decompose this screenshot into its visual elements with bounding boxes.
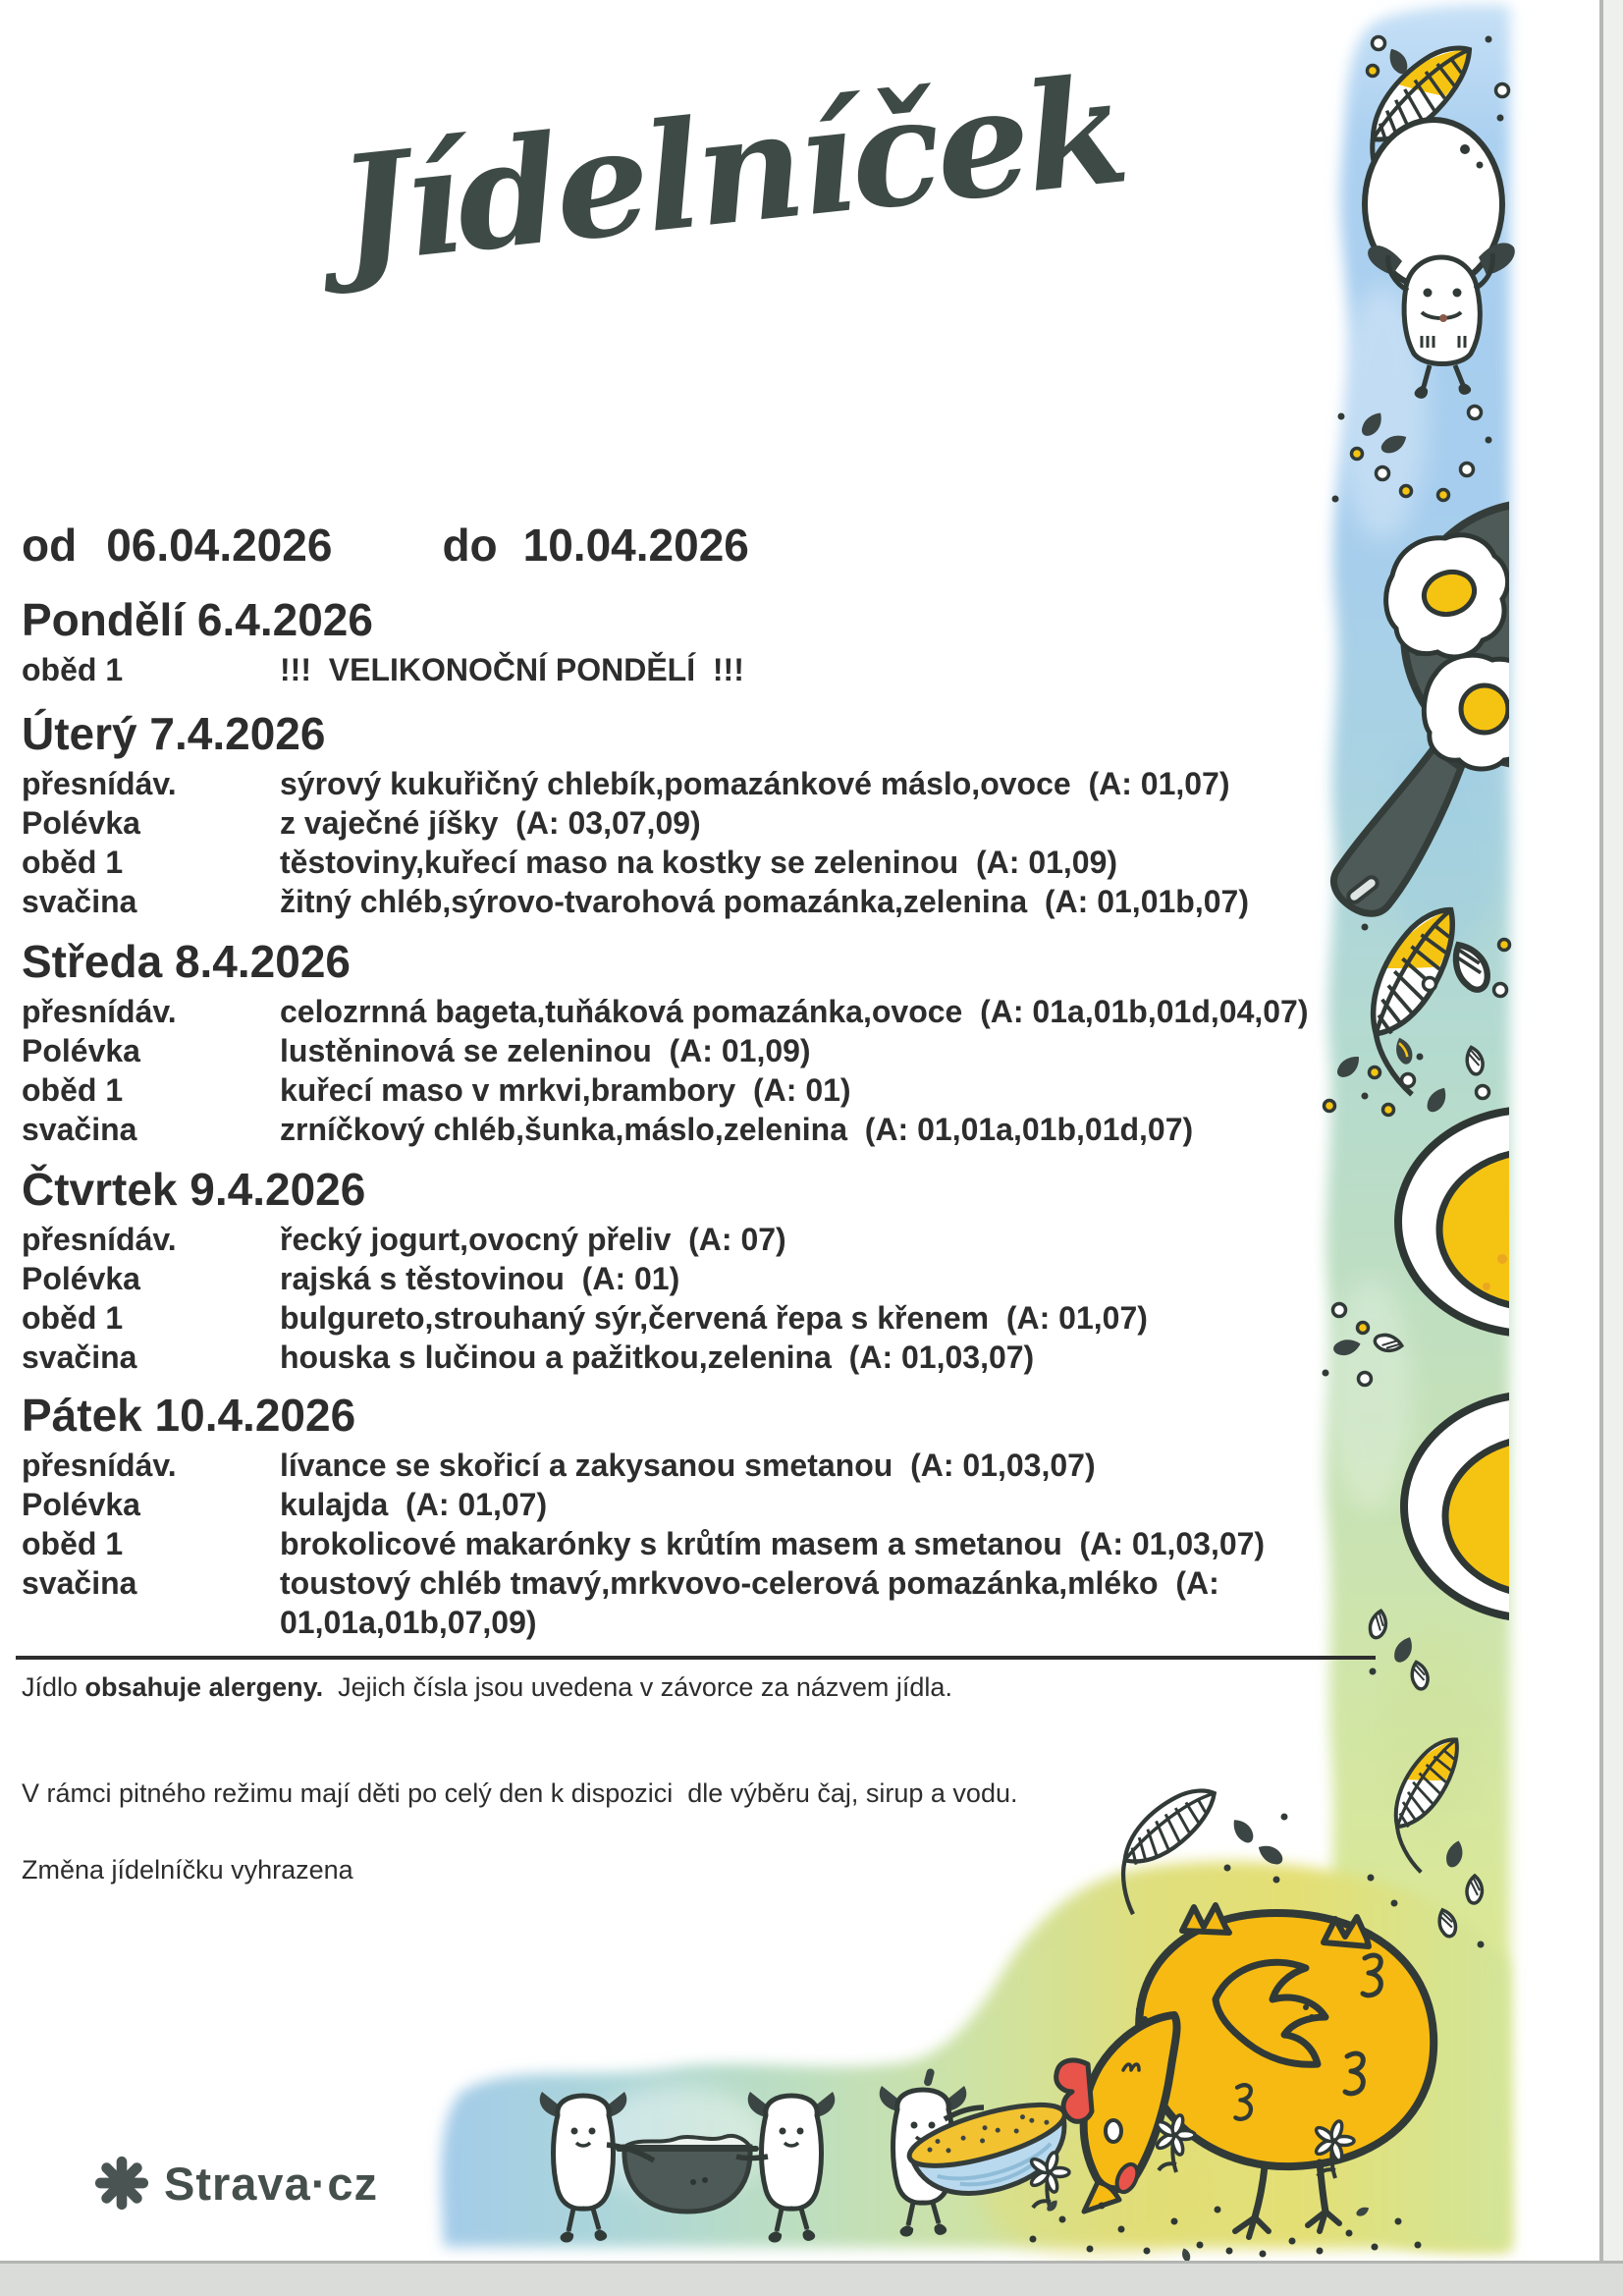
meal-text: bulgureto,strouhaný sýr,červená řepa s křenem (A: 01,07): [280, 1300, 1148, 1336]
meal-text: z vaječné jíšky (A: 03,07,09): [280, 805, 701, 841]
meal-label: oběd 1: [22, 1526, 124, 1561]
meal-row: [22, 1298, 1416, 1338]
egg-half-icon: [1404, 1394, 1623, 1618]
creature-icon: [540, 2068, 984, 2243]
meal-text: rajská s těstovinou (A: 01): [280, 1261, 680, 1296]
meal-label: přesnídáv.: [22, 994, 177, 1029]
egg-character-icon: [1365, 120, 1515, 399]
strava-logo: [93, 2155, 378, 2212]
menu-days: [22, 595, 1416, 1642]
seeds-icon: [1332, 407, 1492, 503]
meal-label: svačina: [22, 1112, 137, 1147]
meal-label: oběd 1: [22, 1072, 124, 1108]
meal-text: žitný chléb,sýrovo-tvarohová pomazánka,zelenina (A: 01,01b,07): [280, 884, 1249, 919]
date-range: [22, 520, 1416, 570]
page-title: Jídelníček: [330, 43, 1133, 299]
meal-row: [22, 843, 1416, 882]
meal-text: lustěninová se zeleninou (A: 01,09): [280, 1033, 811, 1068]
date-to-value: 10.04.2026: [522, 519, 749, 571]
allergen-note: [22, 1669, 1416, 1705]
meal-label: přesnídáv.: [22, 766, 177, 801]
day-title: Pondělí 6.4.2026: [22, 594, 373, 645]
meal-row: [22, 1338, 1416, 1377]
meal-text: řecký jogurt,ovocný přeliv (A: 07): [280, 1222, 786, 1257]
date-to-label: do: [442, 519, 498, 571]
drinks-note: V rámci pitného režimu mají děti po celý den k dispozici dle výběru čaj, sirup a vodu.: [22, 1778, 1018, 1808]
meal-label: Polévka: [22, 1487, 140, 1522]
fried-egg-icon: [1424, 655, 1541, 769]
change-note: Změna jídelníčku vyhrazena: [22, 1855, 353, 1885]
day-title: Středa 8.4.2026: [22, 936, 352, 987]
divider-line: [16, 1656, 1376, 1660]
day-section: [22, 937, 1416, 1149]
meal-row: [22, 764, 1416, 803]
meal-row: [22, 1220, 1416, 1259]
meal-text: toustový chléb tmavý,mrkvovo-celerová pomazánka,mléko (A: 01,01a,01b,07,09): [280, 1565, 1228, 1640]
day-section: [22, 1391, 1416, 1642]
strava-logo-text: Strava·cz: [164, 2157, 378, 2210]
meal-text: brokolicové makarónky s krůtím masem a smetanou (A: 01,03,07): [280, 1526, 1266, 1561]
meal-label: svačina: [22, 884, 137, 919]
allergen-note-bold: obsahuje alergeny.: [84, 1672, 324, 1702]
meal-text: !!! VELIKONOČNÍ PONDĚLÍ !!!: [280, 652, 744, 687]
meal-label: Polévka: [22, 1261, 140, 1296]
meal-row: [22, 992, 1416, 1031]
meal-text: celozrnná bageta,tuňáková pomazánka,ovoce (A: 01a,01b,01d,04,07): [280, 994, 1309, 1029]
allergen-note-prefix: Jídlo: [22, 1672, 85, 1702]
meal-row: [22, 1259, 1416, 1298]
meal-text: lívance se skořicí a zakysanou smetanou (A: 01,03,07): [280, 1448, 1096, 1483]
strava-logo-icon: [93, 2155, 150, 2212]
meal-label: oběd 1: [22, 1300, 124, 1336]
date-from-value: 06.04.2026: [106, 519, 333, 571]
scan-bottom-strip: [0, 2261, 1623, 2296]
meal-row: [22, 1446, 1416, 1485]
day-section: [22, 1165, 1416, 1377]
meal-label: oběd 1: [22, 845, 124, 880]
egg-half-icon: [1398, 1110, 1623, 1334]
allergen-note-rest: Jejich čísla jsou uvedena v závorce za názvem jídla.: [323, 1672, 952, 1702]
meal-label: svačina: [22, 1339, 137, 1375]
meal-row: [22, 803, 1416, 843]
menu-body: [22, 520, 1416, 1887]
day-title: Úterý 7.4.2026: [22, 708, 326, 759]
meal-text: sýrový kukuřičný chlebík,pomazánkové máslo,ovoce (A: 01,07): [280, 766, 1230, 801]
scan-margin: [1603, 0, 1623, 2296]
seeds-icon: [1030, 2198, 1422, 2263]
date-from-label: od: [22, 519, 78, 571]
pot-icon: [619, 2136, 756, 2212]
meal-text: kulajda (A: 01,07): [280, 1487, 548, 1522]
meal-row: [22, 1110, 1416, 1149]
meal-label: oběd 1: [22, 652, 124, 687]
flower-icon: [1029, 2114, 1354, 2210]
day-title: Čtvrtek 9.4.2026: [22, 1164, 366, 1215]
meal-text: zrníčkový chléb,šunka,máslo,zelenina (A: 01,01a,01b,01d,07): [280, 1112, 1194, 1147]
meal-label: přesnídáv.: [22, 1448, 177, 1483]
meal-text: kuřecí maso v mrkvi,brambory (A: 01): [280, 1072, 851, 1108]
meal-row: [22, 882, 1416, 921]
day-title: Pátek 10.4.2026: [22, 1390, 356, 1441]
hen-icon: [1056, 1905, 1434, 2237]
meal-label: Polévka: [22, 805, 140, 841]
meal-row: [22, 1563, 1416, 1642]
meal-label: přesnídáv.: [22, 1222, 177, 1257]
feather-icon: [1332, 30, 1508, 201]
meal-label: Polévka: [22, 1033, 140, 1068]
meal-text: těstoviny,kuřecí maso na kostky se zeleninou (A: 01,09): [280, 845, 1118, 880]
bowl-of-grain-icon: [903, 2093, 1079, 2211]
meal-row: [22, 1070, 1416, 1110]
meal-row: [22, 1031, 1416, 1070]
meal-text: houska s lučinou a pažitkou,zelenina (A: 01,03,07): [280, 1339, 1035, 1375]
day-section: [22, 595, 1416, 689]
meal-row: [22, 1524, 1416, 1563]
day-section: [22, 709, 1416, 921]
meal-label: svačina: [22, 1565, 137, 1601]
seeds-icon: [1368, 36, 1509, 122]
meal-row: [22, 1485, 1416, 1524]
meal-row: [22, 650, 1416, 689]
